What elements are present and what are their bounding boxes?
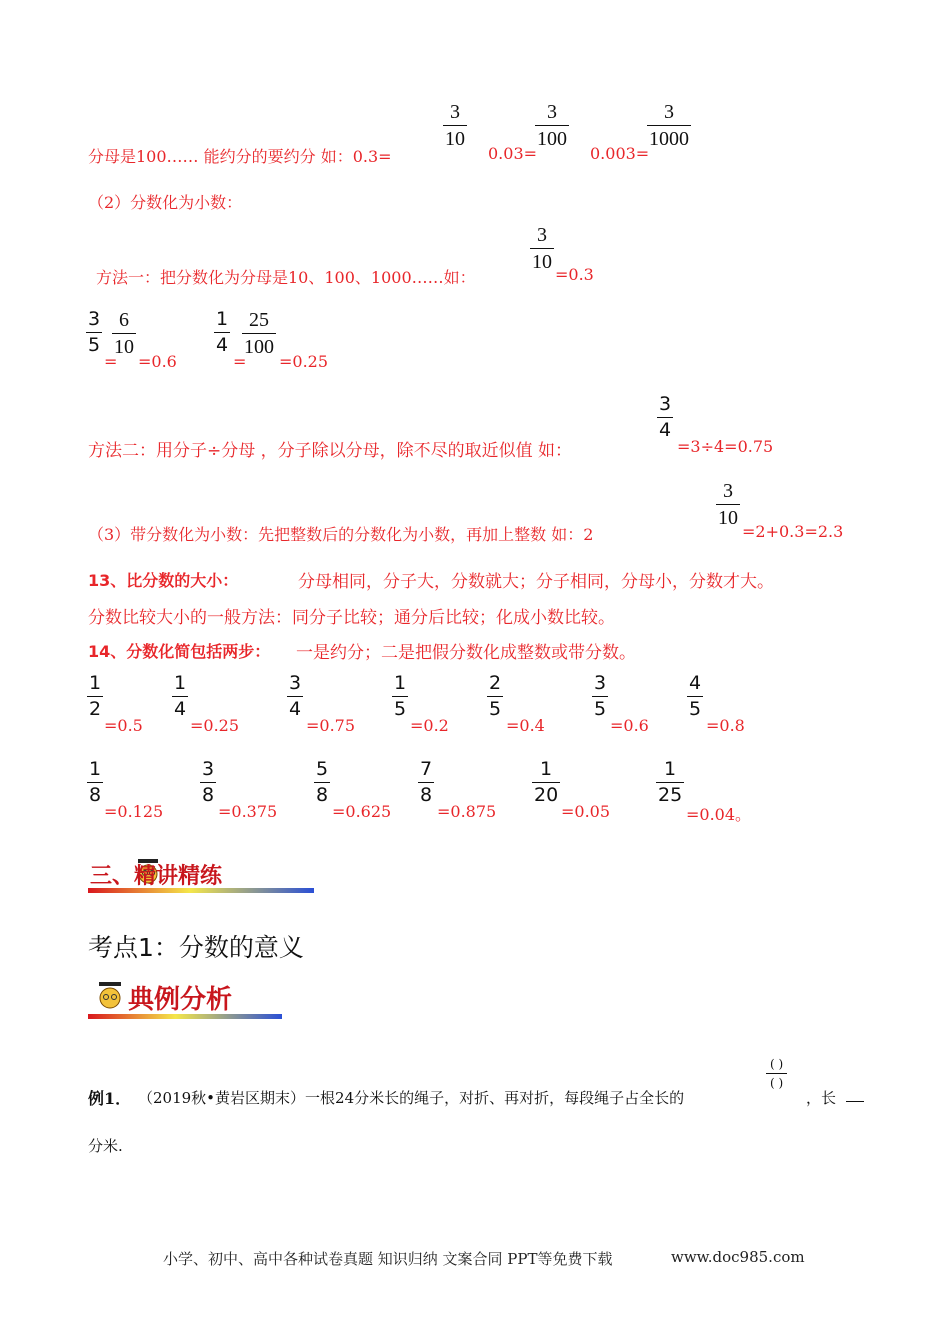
row1-result: =0.8 (706, 716, 745, 735)
method-1-text: 方法一：把分数化为分母是10、100、1000……如： (96, 268, 476, 287)
fraction-1-4: 1 4 (216, 308, 229, 356)
method-1-result: =0.3 (555, 265, 594, 284)
subheading-2: （2）分数化为小数： (88, 193, 243, 212)
mixed-text: （3）带分数化为小数：先把整数后的分数化为小数，再加上整数 如：2 (88, 525, 594, 544)
fraction-6-10: 6 10 (114, 309, 134, 358)
row2-result: =0.05 (561, 802, 611, 821)
example-after: ，长 (806, 1089, 837, 1107)
text-line-1: 分母是100…… 能约分的要约分 如：0.3= (88, 147, 392, 166)
footer-text: 小学、初中、高中各种试卷真题 知识归纳 文案合同 PPT等免费下载 (163, 1250, 613, 1268)
row1-result: =0.4 (506, 716, 545, 735)
row2-result: =0.125 (104, 802, 164, 821)
row2-fraction: 3 8 (202, 758, 215, 806)
row2-fraction: 1 20 (534, 758, 559, 806)
banner-section-3-text: 三、精讲精练 (90, 864, 223, 889)
example-line-2: 分米. (88, 1137, 123, 1155)
method-2-result: =3÷4=0.75 (677, 437, 774, 456)
text-line-1c: 0.003= (590, 144, 650, 163)
row1-result: =0.6 (610, 716, 649, 735)
row1-fraction: 2 5 (489, 672, 502, 720)
pair-1-result: =0.6 (138, 352, 177, 371)
banner-example-graphic (88, 972, 284, 1024)
row2-result: =0.875 (437, 802, 497, 821)
row2-fraction: 7 8 (420, 758, 433, 806)
answer-blank-denominator[interactable]: ( ) (770, 1076, 784, 1090)
row2-result: =0.04。 (686, 805, 752, 824)
row1-fraction: 1 2 (89, 672, 102, 720)
heading-14-text: 一是约分；二是把假分数化成整数或带分数。 (296, 643, 636, 663)
compare-methods: 分数比较大小的一般方法：同分子比较；通分后比较；化成小数比较。 (88, 608, 615, 628)
fraction-3-10: 3 10 (445, 101, 465, 150)
row1-result: =0.25 (190, 716, 240, 735)
banner-example-text: 典例分析 (128, 985, 233, 1015)
banner-example-analysis (88, 972, 284, 1014)
fraction-3-100: 3 100 (537, 101, 567, 150)
banner-section-3 (88, 850, 316, 892)
row1-fraction: 4 5 (689, 672, 702, 720)
fraction-method2: 3 4 (659, 393, 672, 441)
method-2-text: 方法二：用分子÷分母 ，分子除以分母，除不尽的取近似值 如： (88, 441, 573, 461)
row1-fraction: 3 4 (289, 672, 302, 720)
row2-result: =0.375 (218, 802, 278, 821)
fraction-method1: 3 10 (532, 224, 552, 273)
answer-blank-fraction[interactable] (766, 1058, 787, 1089)
row2-result: =0.625 (332, 802, 392, 821)
section-title: 考点1：分数的意义 (88, 933, 304, 962)
row2-fraction: 1 25 (658, 758, 683, 806)
fraction-mixed: 3 10 (718, 480, 738, 529)
text-line-1b: 0.03= (488, 144, 538, 163)
row1-fraction: 1 5 (394, 672, 407, 720)
pair-2-eq: = (233, 352, 247, 371)
example-label: 例1． (88, 1089, 132, 1108)
pair-1-eq: = (104, 352, 118, 371)
mixed-result: =2+0.3=2.3 (742, 522, 844, 541)
banner-section-3-graphic (88, 850, 316, 898)
row1-fraction: 3 5 (594, 672, 607, 720)
heading-13: 13、比分数的大小： (88, 571, 239, 590)
row1-fraction: 1 4 (174, 672, 187, 720)
fraction-3-5: 3 5 (88, 308, 101, 356)
fraction-3-1000: 3 1000 (649, 101, 689, 150)
example-text: （2019秋•黄岩区期末）一根24分米长的绳子，对折、再对折，每段绳子占全长的 (138, 1089, 685, 1107)
heading-13-text: 分母相同，分子大，分数就大；分子相同，分母小，分数才大。 (298, 572, 774, 592)
row1-result: =0.5 (104, 716, 143, 735)
row2-fraction: 1 8 (89, 758, 102, 806)
pair-2-result: =0.25 (279, 352, 329, 371)
row1-result: =0.75 (306, 716, 356, 735)
row1-result: =0.2 (410, 716, 449, 735)
fraction-25-100: 25 100 (244, 309, 274, 358)
row2-fraction: 5 8 (316, 758, 329, 806)
answer-blank-numerator[interactable]: ( ) (770, 1057, 784, 1071)
footer-link[interactable]: www.doc985.com (671, 1248, 805, 1266)
heading-14: 14、分数化简包括两步： (88, 642, 271, 661)
answer-blank-length[interactable] (846, 1101, 864, 1102)
